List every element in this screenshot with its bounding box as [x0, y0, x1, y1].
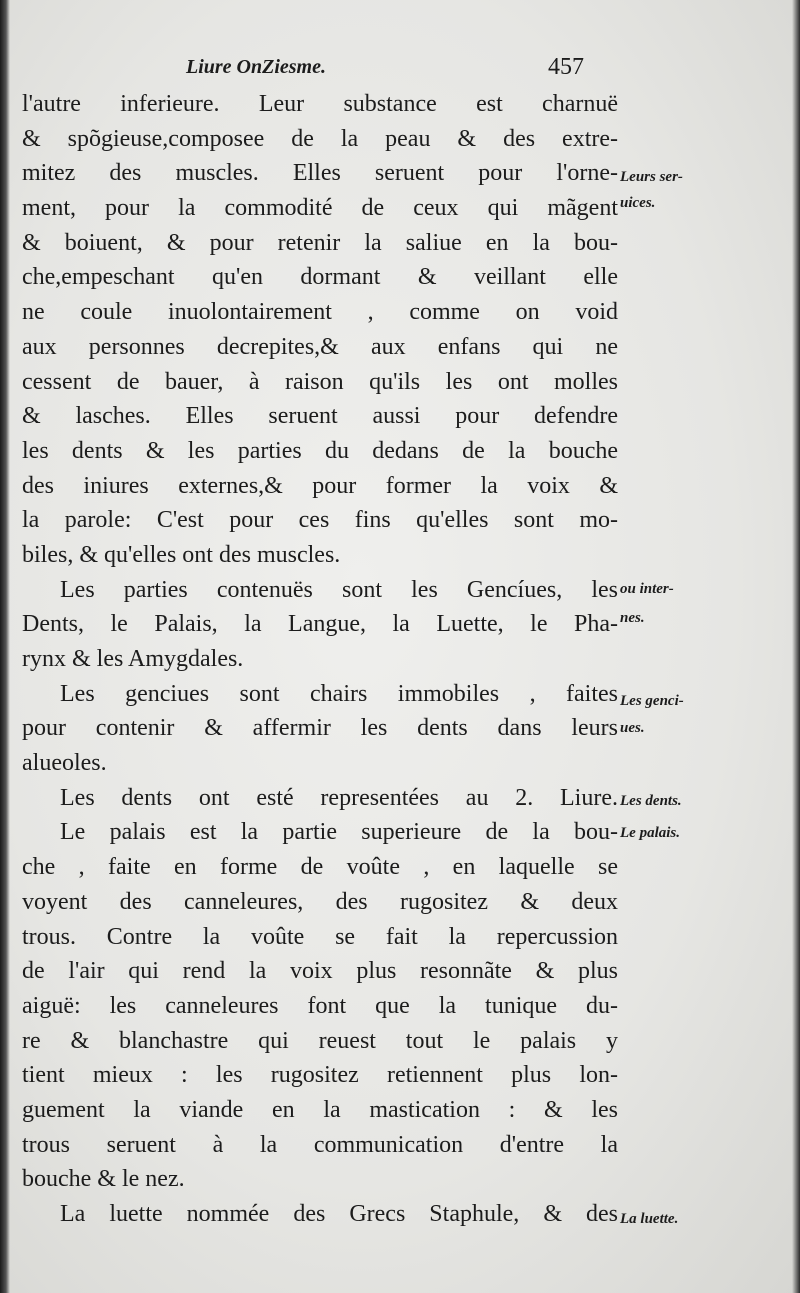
text-line: aiguë: les canneleures font que la tunique du- [22, 992, 618, 1019]
text-line: ne coule inuolontairement , comme on void [22, 299, 618, 326]
text-line: biles, & qu'elles ont des muscles. [22, 541, 341, 568]
text-line: de l'air qui rend la voix plus resonnãte & plus [22, 958, 618, 985]
text-line: aux personnes decrepites,& aux enfans qui ne [22, 333, 618, 360]
text-line: trous seruent à la communication d'entre la [22, 1131, 618, 1158]
text-line: che,empeschant qu'en dormant & veillant elle [22, 264, 618, 291]
text-line: Dents, le Palais, la Langue, la Luette, le Pha- [22, 611, 618, 638]
text-line: Les parties contenuës sont les Gencíues, les [60, 576, 618, 603]
margin-note: Leurs ser- [620, 169, 683, 185]
text-line: tient mieux : les rugositez retiennent plus lon- [22, 1062, 618, 1089]
text-line: guement la viande en la mastication : & les [22, 1096, 618, 1123]
text-line: rynx & les Amygdales. [22, 646, 244, 672]
margin-note: Le palais. [620, 825, 680, 841]
text-line: bouche & le nez. [22, 1166, 185, 1193]
page-gutter-shadow [0, 0, 10, 1293]
text-line: che , faite en forme de voûte , en laquelle se [22, 854, 618, 881]
text-line: & spõgieuse,composee de la peau & des extre- [22, 125, 618, 152]
margin-note: uices. [620, 195, 656, 211]
margin-note: Les genci- [620, 693, 684, 709]
text-line: Le palais est la partie superieure de la bou- [60, 819, 618, 846]
text-line: & boiuent, & pour retenir la saliue en la bou- [22, 229, 618, 256]
page-number: 457 [548, 54, 584, 80]
margin-note: ues. [620, 720, 645, 736]
text-line: La luette nommée des Grecs Staphule, & des [60, 1201, 618, 1227]
page-edge-shadow [792, 0, 800, 1293]
margin-note: nes. [620, 610, 645, 626]
text-line: l'autre inferieure. Leur substance est charnuë [22, 91, 618, 117]
text-line: mitez des muscles. Elles seruent pour l'orne- [22, 160, 618, 187]
text-line: & lasches. Elles seruent aussi pour defendre [22, 403, 618, 430]
text-line: alueoles. [22, 750, 107, 777]
margin-note: La luette. [620, 1211, 679, 1227]
running-head-title: Liure OnZiesme. [186, 56, 326, 78]
text-line: Les genciues sont chairs immobiles , faites [60, 680, 618, 707]
margin-note: Les dents. [620, 793, 682, 809]
body-text [22, 87, 618, 1232]
text-line: Les dents ont esté representées au 2. Liure. [60, 784, 618, 811]
text-line: des iniures externes,& pour former la voix & [22, 472, 618, 499]
text-line: cessent de bauer, à raison qu'ils les ont molles [22, 368, 618, 395]
text-line: les dents & les parties du dedans de la bouche [22, 437, 618, 464]
text-line: pour contenir & affermir les dents dans leurs [22, 715, 618, 742]
text-line: voyent des canneleures, des rugositez & deux [22, 888, 618, 915]
margin-note: ou inter- [620, 581, 674, 597]
text-line: la parole: C'est pour ces fins qu'elles sont mo- [22, 507, 618, 534]
text-line: trous. Contre la voûte se fait la repercussion [22, 923, 618, 950]
text-line: ment, pour la commodité de ceux qui mãgent [22, 195, 618, 222]
text-line: re & blanchastre qui reuest tout le palais y [22, 1027, 618, 1054]
